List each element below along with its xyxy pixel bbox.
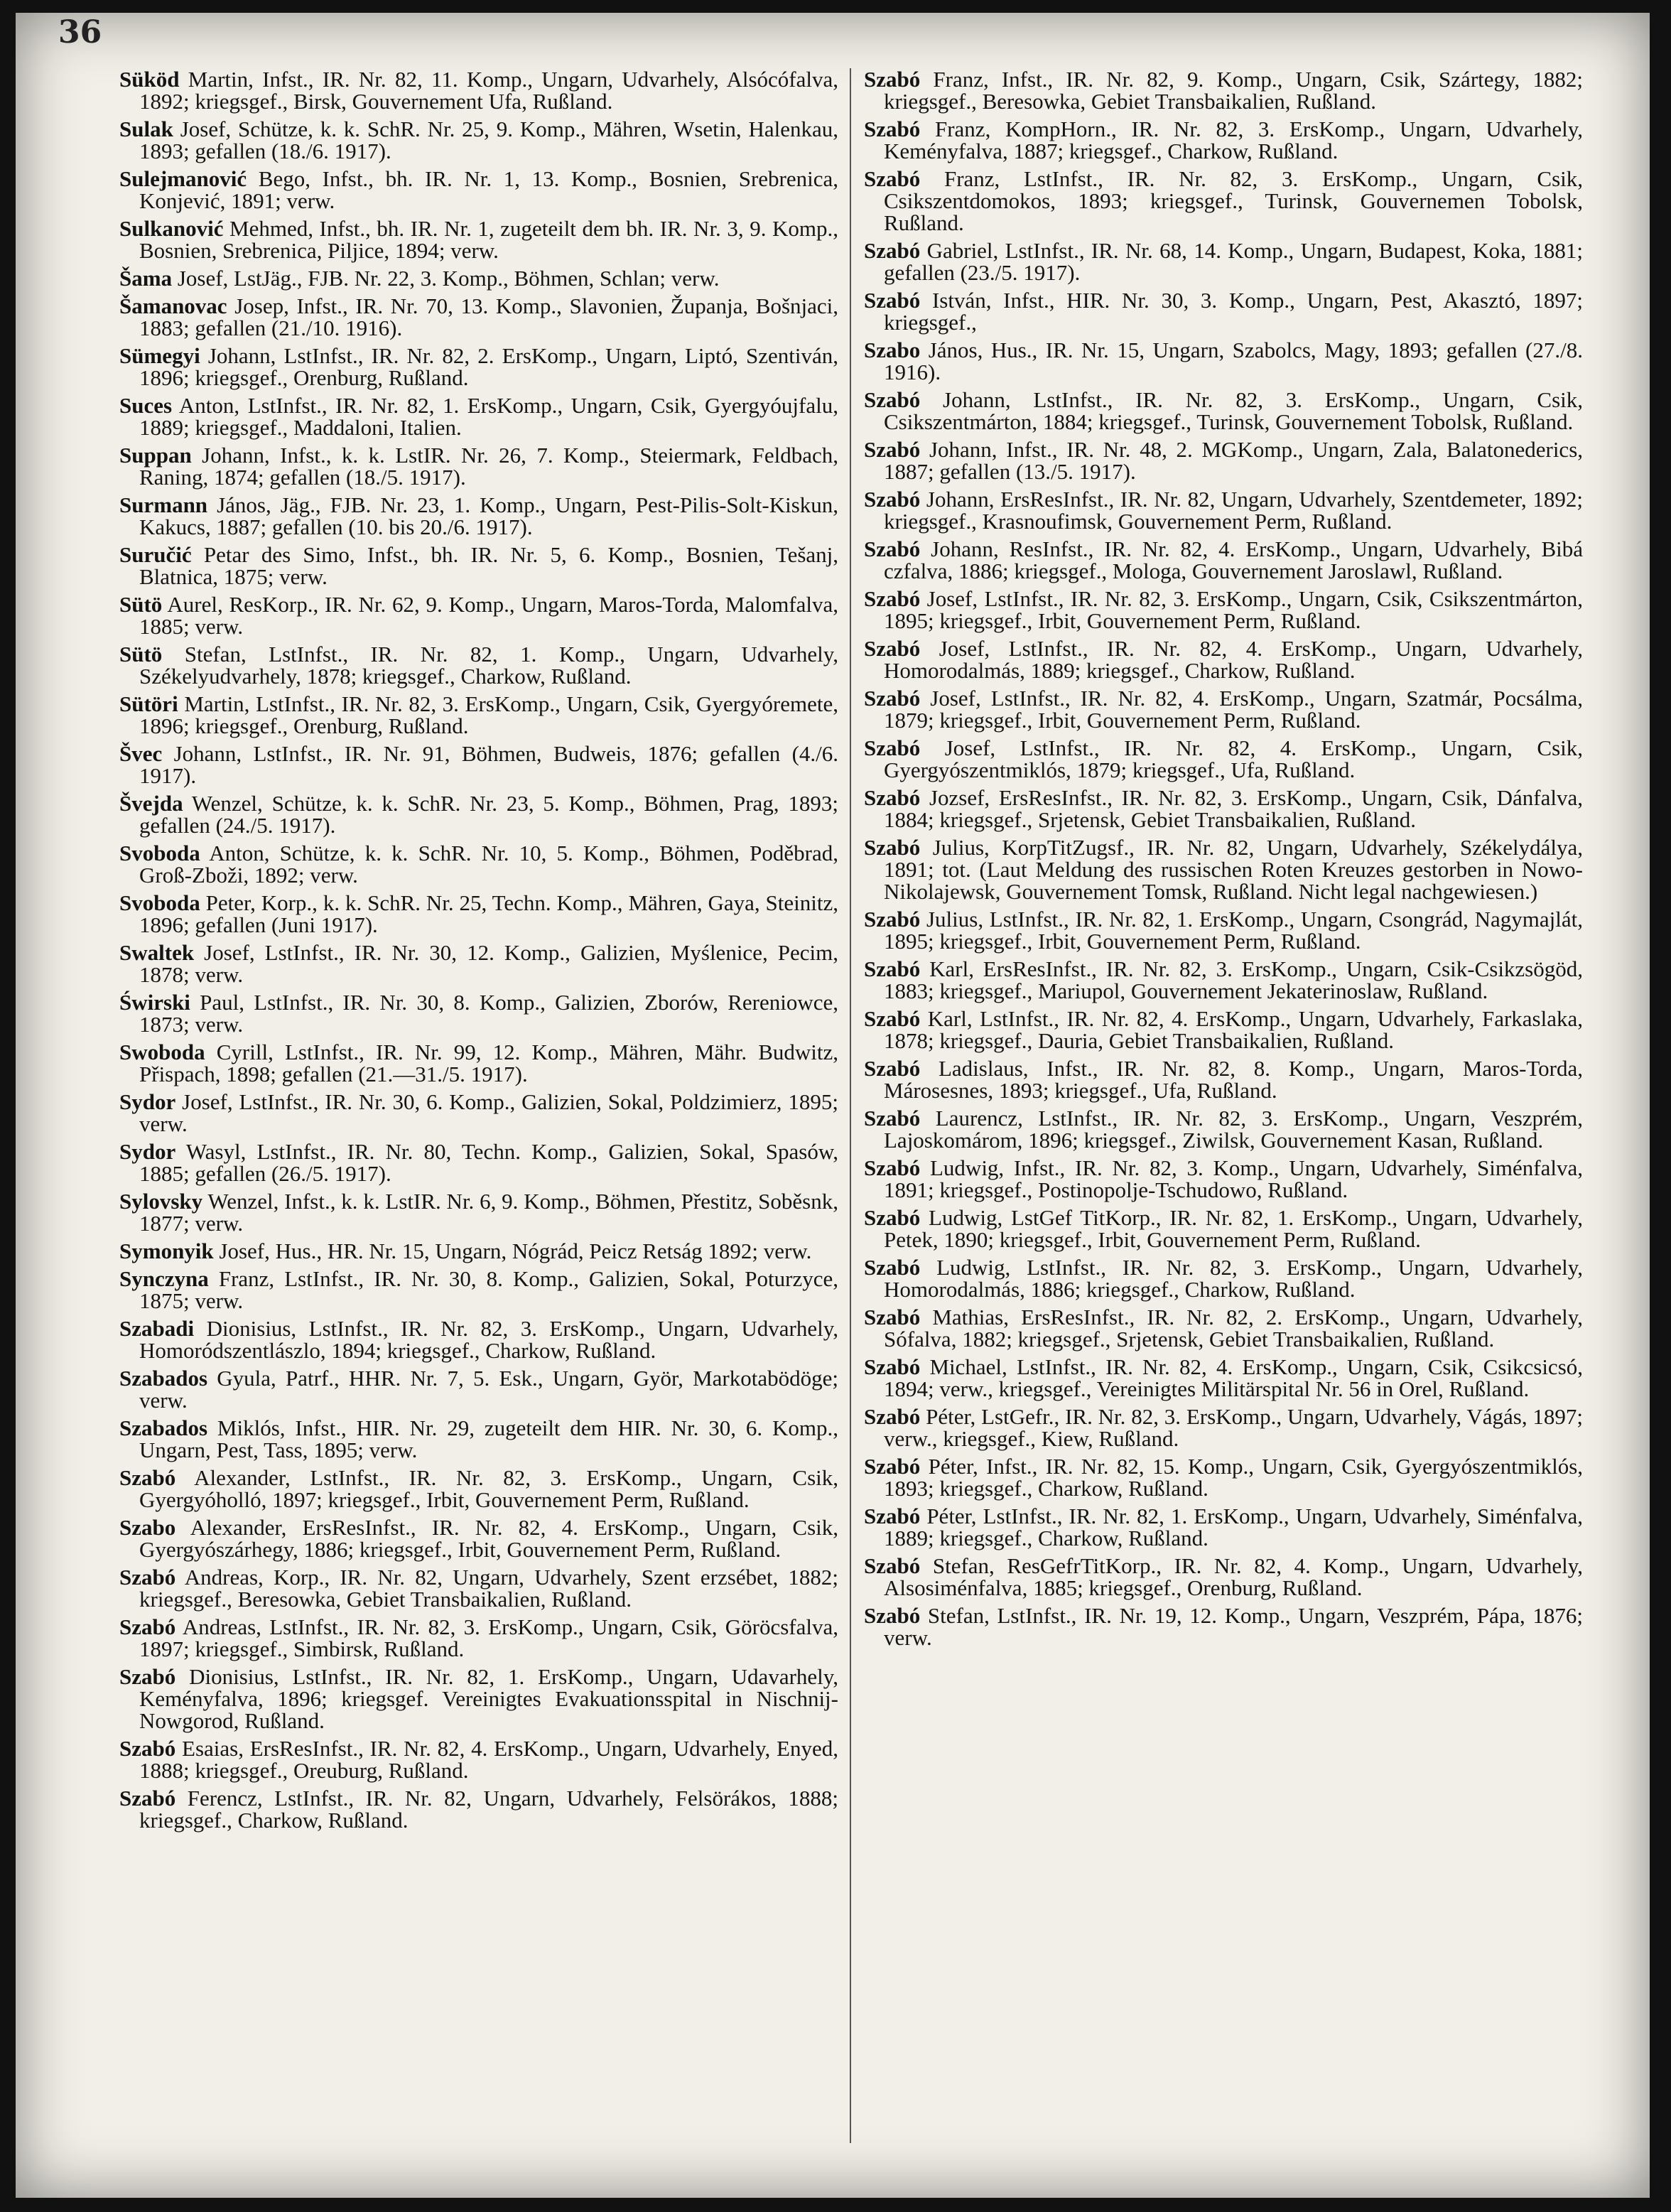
entry-details: Mathias, ErsResInfst., IR. Nr. 82, 2. ErsKomp., Ungarn, Udvarhely, Sófalva, 1882; kriegsgef., Srjetensk, Gebiet Transbaikalien, Rußland. [884, 1305, 1584, 1352]
entry-surname: Swoboda [119, 1040, 205, 1064]
casualty-entry [864, 836, 1583, 902]
entry-details: Josef, LstInfst., IR. Nr. 82, 3. ErsKomp., Ungarn, Csik, Csikszentmárton, 1895; kriegsgef., Irbit, Gouvernement Perm, Rußland. [884, 586, 1584, 633]
entry-surname: Szabó [119, 1664, 176, 1689]
casualty-entry [119, 267, 838, 289]
entry-surname: Szabó [864, 1504, 921, 1528]
casualty-entry [119, 1240, 838, 1262]
entry-surname: Sütöri [119, 691, 178, 716]
entry-surname: Sulkanović [119, 216, 224, 241]
casualty-entry [119, 1268, 838, 1312]
casualty-entry [119, 345, 838, 389]
entry-surname: Szabadi [119, 1316, 195, 1341]
entry-surname: Szabó [864, 1056, 921, 1081]
casualty-entry [864, 538, 1583, 582]
entry-surname: Symonyik [119, 1239, 214, 1263]
entry-surname: Sümegyi [119, 343, 200, 368]
entry-details: Stefan, LstInfst., IR. Nr. 82, 1. Komp., Ungarn, Udvarhely, Székelyudvarhely, 1878; kriegsgef., Charkow, Rußland. [139, 642, 839, 689]
entry-surname: Synczyna [119, 1266, 209, 1291]
entry-details: Anton, Schütze, k. k. SchR. Nr. 10, 5. Komp., Böhmen, Poděbrad, Groß-Zboži, 1892; verw. [139, 841, 838, 888]
casualty-entry [119, 991, 838, 1035]
entry-surname: Sütö [119, 592, 163, 617]
casualty-entry [864, 588, 1583, 632]
entry-details: Andreas, LstInfst., IR. Nr. 82, 3. ErsKomp., Ungarn, Csik, Göröcsfalva, 1897; kriegsgef., Simbirsk, Rußland. [139, 1614, 838, 1661]
entry-surname: Szabados [119, 1366, 208, 1391]
entry-details: Josef, LstInfst., IR. Nr. 30, 6. Komp., Galizien, Sokal, Poldzimierz, 1895; verw. [139, 1089, 839, 1136]
entry-surname: Szabados [119, 1415, 208, 1440]
entry-details: Johann, Infst., IR. Nr. 48, 2. MGKomp., Ungarn, Zala, Balatonederics, 1887; gefallen (13./5. 1917). [884, 437, 1584, 484]
page-number: 36 [58, 14, 102, 50]
entry-details: Stefan, ResGefrTitKorp., IR. Nr. 82, 4. Komp., Ungarn, Udvarhely, Alsosiménfalva, 1885; kriegsgef., Orenburg, Rußland. [884, 1553, 1583, 1600]
entry-surname: Sütö [119, 642, 163, 667]
entry-details: Andreas, Korp., IR. Nr. 82, Ungarn, Udvarhely, Szent erzsébet, 1882; kriegsgef., Beresowka, Gebiet Transbaikalien, Rußland. [139, 1565, 838, 1612]
entry-surname: Šama [119, 266, 173, 291]
casualty-entry [864, 1406, 1583, 1450]
entry-surname: Swaltek [119, 940, 195, 965]
casualty-entry [119, 1737, 838, 1781]
entry-surname: Szabó [864, 536, 921, 561]
entry-surname: Szabó [864, 1354, 921, 1379]
casualty-entry [119, 792, 838, 836]
entry-surname: Szabó [864, 735, 921, 760]
entry-details: Ludwig, LstInfst., IR. Nr. 82, 3. ErsKomp., Ungarn, Udvarhely, Homorodalmás, 1886; kriegsgef., Charkow, Rußland. [884, 1255, 1584, 1302]
entry-details: Josef, LstInfst., IR. Nr. 82, 4. ErsKomp., Ungarn, Szatmár, Pocsálma, 1879; kriegsgef., Irbit, Gouvernement Perm, Rußland. [884, 686, 1584, 733]
entry-details: Jozsef, ErsResInfst., IR. Nr. 82, 3. ErsKomp., Ungarn, Csik, Dánfalva, 1884; kriegsgef., Srjetensk, Gebiet Transbaikalien, Rußland. [884, 785, 1583, 832]
casualty-entry [119, 394, 838, 438]
casualty-entry [119, 1041, 838, 1085]
casualty-entry [119, 842, 838, 886]
entry-details: Johann, LstInfst., IR. Nr. 91, Böhmen, Budweis, 1876; gefallen (4./6. 1917). [139, 741, 839, 788]
casualty-entry [119, 444, 838, 488]
entry-surname: Szabó [119, 1565, 176, 1590]
casualty-entry [119, 643, 838, 687]
casualty-entry [119, 68, 838, 112]
casualty-entry [119, 295, 838, 339]
casualty-entry [119, 743, 838, 787]
casualty-entry [119, 544, 838, 588]
casualty-entry [864, 958, 1583, 1002]
entry-details: Ludwig, LstGef TitKorp., IR. Nr. 82, 1. ErsKomp., Ungarn, Udvarhely, Petek, 1890; kriegsgef., Irbit, Gouvernement Perm, Rußland. [884, 1205, 1583, 1252]
casualty-entry [864, 1356, 1583, 1400]
entry-surname: Szabó [864, 907, 921, 932]
casualty-entry [864, 1157, 1583, 1201]
entry-details: Josef, LstInfst., IR. Nr. 82, 4. ErsKomp., Ungarn, Udvarhely, Homorodalmás, 1889; kriegsgef., Charkow, Rußland. [884, 636, 1583, 683]
entry-surname: Świrski [119, 990, 190, 1015]
entry-details: Michael, LstInfst., IR. Nr. 82, 4. ErsKomp., Ungarn, Csik, Csikcsicsó, 1894; verw., kriegsgef., Vereinigtes Militärspital Nr. 56 in Orel, Rußland. [884, 1354, 1584, 1401]
entry-details: Martin, Infst., IR. Nr. 82, 11. Komp., Ungarn, Udvarhely, Alsóсófalva, 1892; kriegsgef., Birsk, Gouvernement Ufa, Rußland. [139, 67, 838, 114]
left-column [119, 68, 838, 1837]
casualty-entry [864, 637, 1583, 681]
casualty-entry [864, 488, 1583, 532]
casualty-entry [119, 942, 838, 986]
entry-details: Johann, ResInfst., IR. Nr. 82, 4. ErsKomp., Ungarn, Udvarhely, Bibá czfalva, 1886; kriegsgef., Mologa, Gouvernement Jaroslawl, Rußland. [884, 536, 1583, 583]
entry-details: Josef, Hus., HR. Nr. 15, Ungarn, Nógrád, Peicz Retság 1892; verw. [219, 1239, 812, 1263]
entry-surname: Suručić [119, 542, 192, 567]
entry-details: Ladislaus, Infst., IR. Nr. 82, 8. Komp., Ungarn, Maros-Torda, Márosesnes, 1893; kriegsgef., Ufa, Rußland. [884, 1056, 1584, 1103]
entry-details: Johann, LstInfst., IR. Nr. 82, 2. ErsKomp., Ungarn, Liptó, Szentiván, 1896; kriegsgef., Orenburg, Rußland. [139, 343, 838, 390]
entry-surname: Šamanovac [119, 293, 227, 318]
entry-surname: Švec [119, 741, 163, 766]
entry-surname: Szabó [864, 785, 921, 810]
casualty-entry [119, 1467, 838, 1511]
entry-surname: Surmann [119, 492, 208, 517]
casualty-entry [119, 168, 838, 212]
column-divider [850, 68, 851, 2143]
entry-surname: Szabó [864, 1404, 921, 1429]
casualty-entry [864, 1057, 1583, 1101]
casualty-entry [864, 1604, 1583, 1649]
entry-surname: Szabó [864, 487, 921, 512]
casualty-entry [864, 389, 1583, 433]
entry-surname: Szabó [864, 1006, 921, 1031]
entry-details: Dionisius, LstInfst., IR. Nr. 82, 1. ErsKomp., Ungarn, Udavarhely, Keményfalva, 1896; kriegsgef. Vereinigtes Evakuationsspital in Nischnij-Nowgorod, Rußland. [139, 1664, 839, 1733]
casualty-entry [864, 737, 1583, 781]
entry-details: Péter, Infst., IR. Nr. 82, 15. Komp., Ungarn, Csik, Gyergyószentmiklós, 1893; kriegsgef., Charkow, Rußland. [884, 1454, 1584, 1501]
entry-surname: Szabó [119, 1614, 176, 1639]
entry-details: Johann, ErsResInfst., IR. Nr. 82, Ungarn, Udvarhely, Szentdemeter, 1892; kriegsgef., Krasnoufimsk, Gouvernement Perm, Rußland. [884, 487, 1584, 534]
entry-surname: Sydor [119, 1139, 176, 1164]
entry-surname: Süköd [119, 67, 180, 92]
casualty-entry [119, 593, 838, 637]
entry-surname: Szabó [864, 1603, 921, 1628]
casualty-entry [864, 687, 1583, 731]
entry-surname: Szabó [864, 387, 921, 412]
entry-details: Stefan, LstInfst., IR. Nr. 19, 12. Komp., Ungarn, Veszprém, Pápa, 1876; verw. [884, 1603, 1583, 1650]
entry-surname: Szabó [864, 1155, 921, 1180]
entry-details: Julius, LstInfst., IR. Nr. 82, 1. ErsKomp., Ungarn, Csongrád, Nagymajlát, 1895; kriegsgef., Irbit, Gouvernement Perm, Rußland. [884, 907, 1584, 954]
casualty-entry [119, 217, 838, 261]
entry-surname: Szabo [119, 1515, 176, 1540]
casualty-entry [864, 1107, 1583, 1151]
casualty-entry [119, 1317, 838, 1361]
entry-details: Alexander, ErsResInfst., IR. Nr. 82, 4. ErsKomp., Ungarn, Csik, Gyergyószárhegy, 1886; kriegsgef., Irbit, Gouvernement Perm, Rußland. [139, 1515, 838, 1562]
casualty-entry [119, 1566, 838, 1610]
entry-details: Dionisius, LstInfst., IR. Nr. 82, 3. ErsKomp., Ungarn, Udvarhely, Homoródszentlászlo, 1894; kriegsgef., Charkow, Rußland. [139, 1316, 838, 1363]
casualty-entry [119, 1516, 838, 1560]
entry-surname: Szabó [864, 586, 921, 611]
entry-surname: Sylovsky [119, 1189, 203, 1214]
casualty-entry [864, 438, 1583, 482]
casualty-entry [864, 239, 1583, 284]
entry-details: Josef, LstInfst., IR. Nr. 30, 12. Komp., Galizien, Myślenice, Pecim, 1878; verw. [139, 940, 838, 987]
entry-surname: Szabo [864, 338, 921, 362]
entry-surname: Szabó [864, 1305, 921, 1329]
entry-details: János, Hus., IR. Nr. 15, Ungarn, Szabolcs, Magy, 1893; gefallen (27./8. 1916). [884, 338, 1583, 384]
casualty-entry [864, 1455, 1583, 1499]
document-page [16, 13, 1650, 2198]
casualty-entry [119, 1190, 838, 1234]
casualty-entry [864, 1306, 1583, 1350]
entry-details: Gabriel, LstInfst., IR. Nr. 68, 14. Komp., Ungarn, Budapest, Koka, 1881; gefallen (23./5. 1917). [884, 238, 1583, 285]
casualty-entry [864, 1256, 1583, 1300]
casualty-entry [119, 1666, 838, 1732]
entry-surname: Szabó [864, 288, 921, 313]
entry-details: Franz, LstInfst., IR. Nr. 82, 3. ErsKomp., Ungarn, Csik, Csikszentdomokos, 1893; kriegsgef., Turinsk, Gouvernemen Tobolsk, Rußland. [884, 166, 1583, 235]
entry-details: Miklós, Infst., HIR. Nr. 29, zugeteilt dem HIR. Nr. 30, 6. Komp., Ungarn, Pest, Tass, 1895; verw. [139, 1415, 838, 1462]
entry-details: Wenzel, Infst., k. k. LstIR. Nr. 6, 9. Komp., Böhmen, Přestitz, Soběsnk, 1877; verw. [139, 1189, 838, 1236]
entry-surname: Sulak [119, 117, 173, 141]
casualty-entry [864, 289, 1583, 333]
entry-details: Wasyl, LstInfst., IR. Nr. 80, Techn. Komp., Galizien, Sokal, Spasów, 1885; gefallen (26./5. 1917). [139, 1139, 838, 1186]
entry-details: Péter, LstGefr., IR. Nr. 82, 3. ErsKomp., Ungarn, Udvarhely, Vágás, 1897; verw., kriegsgef., Kiew, Rußland. [884, 1404, 1584, 1451]
casualty-entry [119, 494, 838, 538]
casualty-entry [864, 339, 1583, 383]
casualty-entry [864, 168, 1583, 234]
entry-surname: Švejda [119, 791, 183, 816]
entry-surname: Szabó [864, 1255, 921, 1280]
entry-surname: Szabó [864, 238, 921, 263]
entry-details: Ferencz, LstInfst., IR. Nr. 82, Ungarn, Udvarhely, Felsörákos, 1888; kriegsgef., Charkow, Rußland. [139, 1786, 838, 1833]
entry-surname: Szabó [864, 166, 921, 191]
entry-details: István, Infst., HIR. Nr. 30, 3. Komp., Ungarn, Pest, Akasztó, 1897; kriegsgef., [884, 288, 1584, 335]
entry-surname: Szabó [864, 117, 921, 141]
casualty-entry [119, 1367, 838, 1411]
entry-details: Wenzel, Schütze, k. k. SchR. Nr. 23, 5. Komp., Böhmen, Prag, 1893; gefallen (24./5. 1917). [139, 791, 838, 838]
casualty-entry [119, 892, 838, 936]
right-column [864, 68, 1583, 1654]
entry-surname: Sulejmanović [119, 166, 247, 191]
entry-details: Mehmed, Infst., bh. IR. Nr. 1, zugeteilt dem bh. IR. Nr. 3, 9. Komp., Bosnien, Srebrenica, Piljice, 1894; verw. [139, 216, 839, 263]
entry-details: Esaias, ErsResInfst., IR. Nr. 82, 4. ErsKomp., Ungarn, Udvarhely, Enyed, 1888; kriegsgef., Oreuburg, Rußland. [139, 1736, 838, 1783]
entry-details: Cyrill, LstInfst., IR. Nr. 99, 12. Komp., Mähren, Mähr. Budwitz, Přispach, 1898; gefallen (21.—31./5. 1917). [139, 1040, 838, 1086]
entry-details: Franz, Infst., IR. Nr. 82, 9. Komp., Ungarn, Csik, Szártegy, 1882; kriegsgef., Beresowka, Gebiet Transbaikalien, Rußland. [884, 67, 1583, 114]
casualty-entry [864, 68, 1583, 112]
casualty-entry [119, 1616, 838, 1660]
entry-details: Peter, Korp., k. k. SchR. Nr. 25, Techn. Komp., Mähren, Gaya, Steinitz, 1896; gefallen (Juni 1917). [139, 890, 839, 937]
casualty-entry [864, 118, 1583, 162]
entry-surname: Szabó [119, 1736, 176, 1761]
entry-details: Josef, LstInfst., IR. Nr. 82, 4. ErsKomp., Ungarn, Csik, Gyergyószentmiklós, 1879; kriegsgef., Ufa, Rußland. [884, 735, 1583, 782]
entry-surname: Suppan [119, 443, 192, 468]
casualty-entry [864, 1008, 1583, 1052]
casualty-entry [864, 787, 1583, 831]
casualty-entry [119, 693, 838, 737]
casualty-entry [864, 1207, 1583, 1251]
entry-surname: Suces [119, 393, 173, 418]
entry-surname: Szabó [864, 956, 921, 981]
entry-details: Johann, Infst., k. k. LstIR. Nr. 26, 7. Komp., Steiermark, Feldbach, Raning, 1874; gefallen (18./5. 1917). [139, 443, 838, 490]
entry-surname: Szabó [864, 686, 921, 711]
casualty-entry [864, 1505, 1583, 1549]
entry-surname: Szabó [864, 1454, 921, 1479]
entry-surname: Szabó [864, 67, 921, 92]
entry-details: Bego, Infst., bh. IR. Nr. 1, 13. Komp., Bosnien, Srebrenica, Konjević, 1891; verw. [139, 166, 838, 213]
entry-details: Karl, LstInfst., IR. Nr. 82, 4. ErsKomp., Ungarn, Udvarhely, Farkaslaka, 1878; kriegsgef., Dauria, Gebiet Transbaikalien, Rußland. [884, 1006, 1583, 1053]
entry-details: Laurencz, LstInfst., IR. Nr. 82, 3. ErsKomp., Ungarn, Veszprém, Lajoskomárom, 1896; kriegsgef., Ziwilsk, Gouvernement Kasan, Rußland. [884, 1106, 1584, 1153]
entry-surname: Szabó [864, 1106, 921, 1131]
entry-details: Josef, LstJäg., FJB. Nr. 22, 3. Komp., Böhmen, Schlan; verw. [177, 266, 720, 291]
casualty-entry [119, 1091, 838, 1135]
casualty-entry [864, 1555, 1583, 1599]
entry-surname: Svoboda [119, 890, 200, 915]
entry-surname: Szabó [864, 437, 921, 462]
entry-surname: Szabó [864, 1553, 921, 1578]
casualty-entry [119, 1417, 838, 1461]
entry-details: Paul, LstInfst., IR. Nr. 30, 8. Komp., Galizien, Zborów, Rereniowce, 1873; verw. [139, 990, 838, 1037]
entry-details: Aurel, ResKorp., IR. Nr. 62, 9. Komp., Ungarn, Maros-Torda, Malomfalva, 1885; verw. [139, 592, 839, 639]
entry-details: Péter, LstInfst., IR. Nr. 82, 1. ErsKomp., Ungarn, Udvarhely, Siménfalva, 1889; kriegsgef., Charkow, Rußland. [884, 1504, 1583, 1550]
entry-details: Gyula, Patrf., HHR. Nr. 7, 5. Esk., Ungarn, Györ, Markotabödöge; verw. [139, 1366, 838, 1413]
entry-details: Martin, LstInfst., IR. Nr. 82, 3. ErsKomp., Ungarn, Csik, Gyergyóremete, 1896; kriegsgef., Orenburg, Rußland. [139, 691, 839, 738]
entry-details: Alexander, LstInfst., IR. Nr. 82, 3. ErsKomp., Ungarn, Csik, Gyergyóholló, 1897; kriegsgef., Irbit, Gouvernement Perm, Rußland. [139, 1465, 838, 1512]
entry-details: Franz, KompHorn., IR. Nr. 82, 3. ErsKomp., Ungarn, Udvarhely, Keményfalva, 1887; kriegsgef., Charkow, Rußland. [884, 117, 1583, 163]
entry-details: Ludwig, Infst., IR. Nr. 82, 3. Komp., Ungarn, Udvarhely, Siménfalva, 1891; kriegsgef., Postinopolje-Tschudowo, Rußland. [884, 1155, 1583, 1202]
entry-details: Johann, LstInfst., IR. Nr. 82, 3. ErsKomp., Ungarn, Csik, Csikszentmárton, 1884; kriegsgef., Turinsk, Gouvernement Tobolsk, Rußland. [884, 387, 1584, 434]
casualty-entry [119, 118, 838, 162]
entry-surname: Szabó [864, 835, 921, 860]
entry-details: Julius, KorpTitZugsf., IR. Nr. 82, Ungarn, Udvarhely, Székelydálya, 1891; tot. (Laut Meldung des russischen Roten Kreuzes gestorben in Nowo-Nikolajewsk, Gouvernement Tomsk, Rußland. Nicht legal nachgewiesen.) [884, 835, 1583, 904]
entry-details: Josef, Schütze, k. k. SchR. Nr. 25, 9. Komp., Mähren, Wsetin, Halenkau, 1893; gefallen (18./6. 1917). [139, 117, 839, 163]
entry-surname: Sydor [119, 1089, 176, 1114]
entry-surname: Szabó [864, 1205, 921, 1230]
entry-surname: Svoboda [119, 841, 200, 865]
casualty-entry [119, 1140, 838, 1185]
entry-details: Franz, LstInfst., IR. Nr. 30, 8. Komp., Galizien, Sokal, Poturzyce, 1875; verw. [139, 1266, 839, 1313]
entry-surname: Szabó [119, 1465, 176, 1490]
entry-surname: Szabó [119, 1786, 176, 1811]
entry-details: János, Jäg., FJB. Nr. 23, 1. Komp., Ungarn, Pest-Pilis-Solt-Kiskun, Kakucs, 1887; gefallen (10. bis 20./6. 1917). [139, 492, 839, 539]
entry-details: Josep, Infst., IR. Nr. 70, 13. Komp., Slavonien, Županja, Bošnjaci, 1883; gefallen (21./10. 1916). [139, 293, 839, 340]
entry-details: Anton, LstInfst., IR. Nr. 82, 1. ErsKomp., Ungarn, Csik, Gyergyóujfalu, 1889; kriegsgef., Maddaloni, Italien. [139, 393, 838, 440]
casualty-entry [864, 908, 1583, 952]
entry-details: Petar des Simo, Infst., bh. IR. Nr. 5, 6. Komp., Bosnien, Tešanj, Blatnica, 1875; verw. [139, 542, 839, 589]
entry-details: Karl, ErsResInfst., IR. Nr. 82, 3. ErsKomp., Ungarn, Csik-Csikzsögöd, 1883; kriegsgef., Mariupol, Gouvernement Jekaterinoslaw, Rußland. [884, 956, 1583, 1003]
casualty-entry [119, 1787, 838, 1831]
entry-surname: Szabó [864, 636, 921, 661]
